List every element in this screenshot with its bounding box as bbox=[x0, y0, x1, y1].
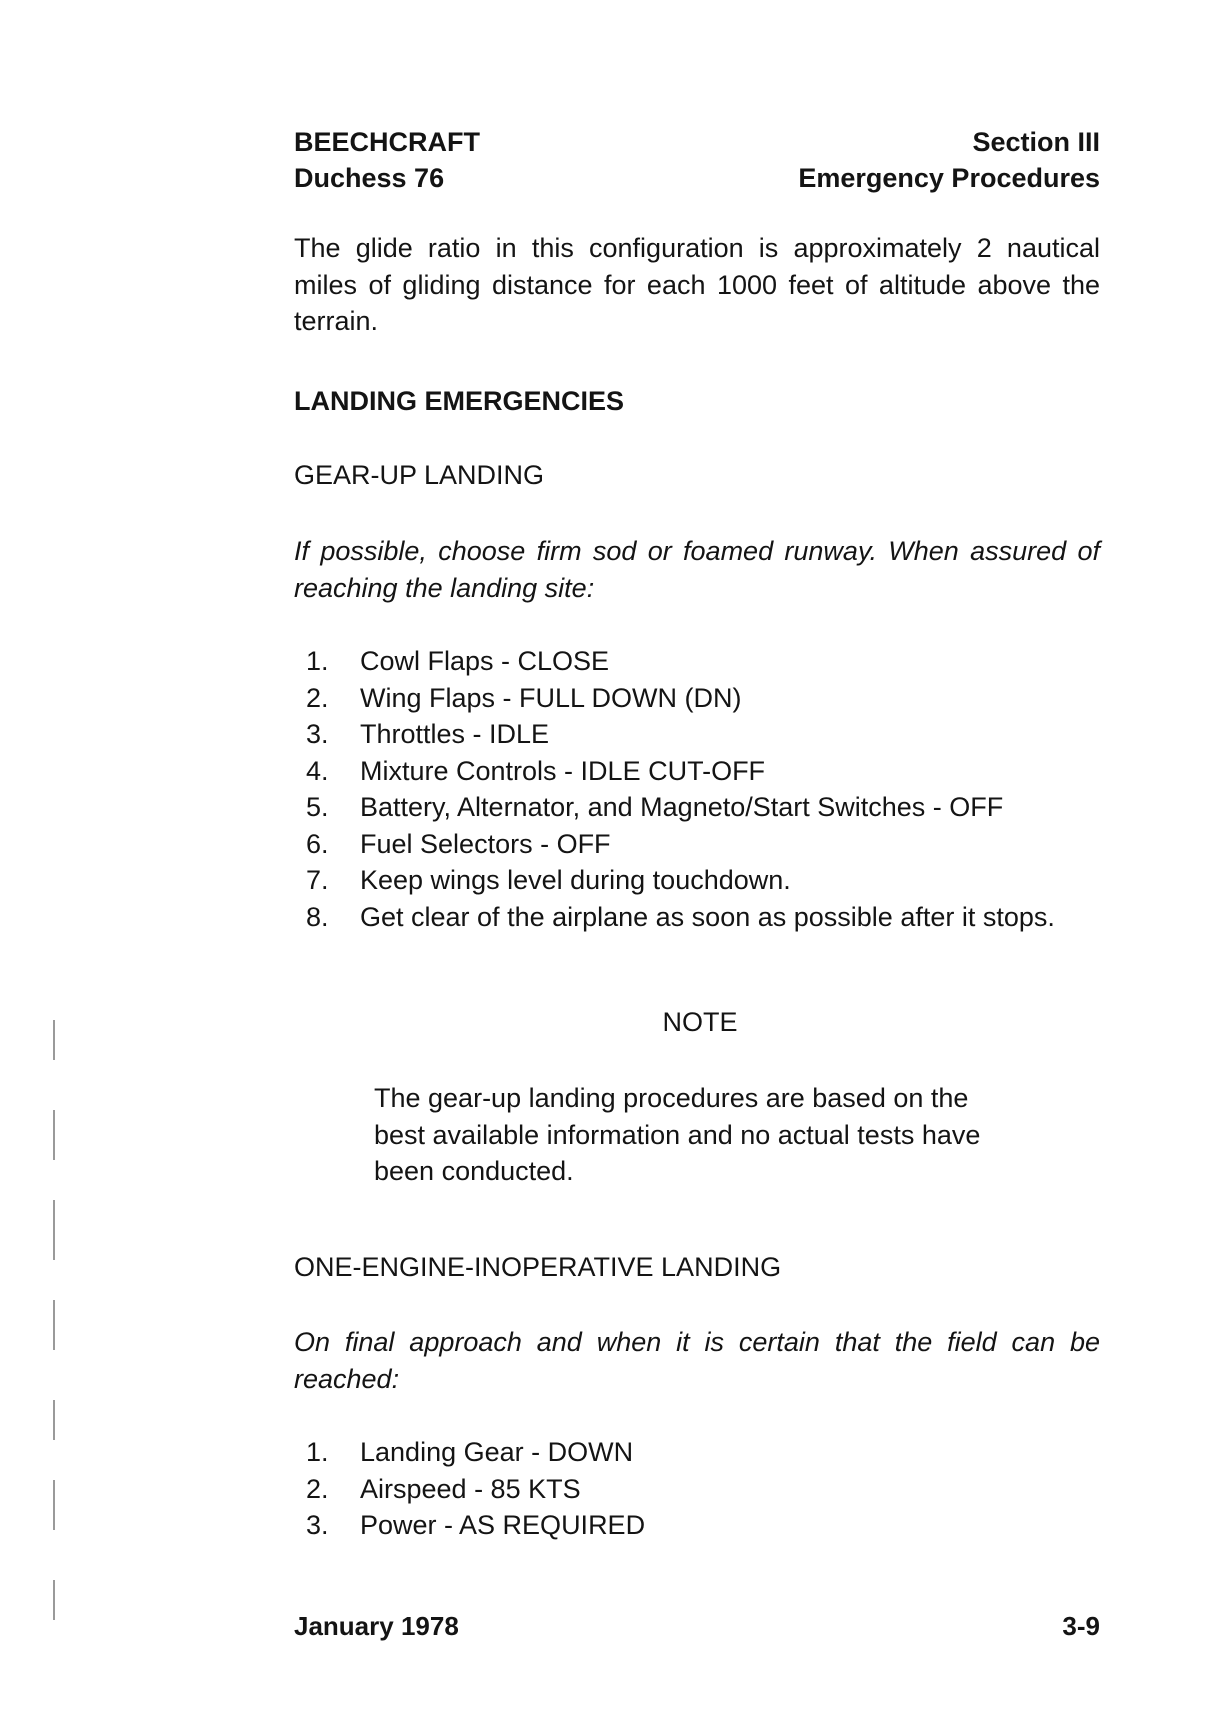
header-right bbox=[700, 124, 1100, 196]
binding-mark bbox=[53, 1110, 55, 1160]
binding-mark bbox=[53, 1200, 55, 1260]
list-item bbox=[294, 716, 1100, 753]
list-item bbox=[294, 753, 1100, 790]
gear-up-instruction: If possible, choose firm sod or foamed runway. When assured of reaching the landing site: bbox=[294, 536, 1100, 603]
binding-mark bbox=[53, 1020, 55, 1060]
footer-page-number: 3-9 bbox=[1062, 1611, 1100, 1641]
step-text: Wing Flaps - FULL DOWN (DN) bbox=[360, 682, 742, 713]
header-model: Duchess 76 bbox=[294, 163, 445, 193]
header-manufacturer: BEECHCRAFT bbox=[294, 127, 480, 157]
step-text: Mixture Controls - IDLE CUT-OFF bbox=[360, 755, 766, 786]
step-number: 7. bbox=[306, 865, 329, 895]
binding-marks bbox=[50, 1020, 58, 1660]
gear-up-steps bbox=[294, 643, 1100, 935]
intro-paragraph: The glide ratio in this configuration is approximately 2 nautical miles of gliding distance for each 1000 feet of altitude above the terrain. bbox=[294, 233, 1100, 336]
step-number: 4. bbox=[306, 755, 329, 786]
step-number: 1. bbox=[306, 646, 329, 676]
step-number: 2. bbox=[306, 1473, 329, 1504]
list-item bbox=[294, 1507, 1100, 1544]
binding-mark bbox=[53, 1480, 55, 1530]
step-text: Fuel Selectors - OFF bbox=[360, 828, 611, 859]
step-number: 8. bbox=[306, 901, 329, 932]
step-text: Airspeed - 85 KTS bbox=[360, 1473, 581, 1504]
note-label: NOTE bbox=[662, 1007, 738, 1037]
list-item bbox=[294, 1434, 1100, 1471]
binding-mark bbox=[53, 1300, 55, 1350]
step-text: Landing Gear - DOWN bbox=[360, 1437, 634, 1467]
list-item bbox=[294, 643, 1100, 680]
step-number: 2. bbox=[306, 682, 329, 713]
one-engine-heading: ONE-ENGINE-INOPERATIVE LANDING bbox=[294, 1252, 782, 1282]
step-text: Get clear of the airplane as soon as possible after it stops. bbox=[360, 901, 1055, 932]
section-heading: LANDING EMERGENCIES bbox=[294, 386, 625, 416]
one-engine-instruction: On final approach and when it is certain that the field can be reached: bbox=[294, 1327, 1100, 1394]
binding-mark bbox=[53, 1400, 55, 1440]
header-section-title: Emergency Procedures bbox=[798, 163, 1100, 193]
header-left bbox=[294, 124, 480, 196]
binding-mark bbox=[53, 1580, 55, 1620]
one-engine-steps bbox=[294, 1434, 1100, 1544]
list-item bbox=[294, 826, 1100, 863]
note-text: The gear-up landing procedures are based on the best available information and no actual tests have been conducted. bbox=[374, 1083, 981, 1186]
footer-date: January 1978 bbox=[294, 1611, 459, 1641]
list-item bbox=[294, 899, 1100, 936]
step-number: 1. bbox=[306, 1437, 329, 1467]
step-number: 6. bbox=[306, 828, 329, 859]
list-item bbox=[294, 862, 1100, 899]
gear-up-heading: GEAR-UP LANDING bbox=[294, 460, 545, 490]
step-number: 5. bbox=[306, 792, 329, 822]
step-text: Cowl Flaps - CLOSE bbox=[360, 646, 610, 676]
step-text: Throttles - IDLE bbox=[360, 719, 550, 749]
step-text: Power - AS REQUIRED bbox=[360, 1510, 646, 1540]
list-item bbox=[294, 680, 1100, 717]
step-number: 3. bbox=[306, 719, 329, 749]
list-item bbox=[294, 789, 1100, 826]
header-section: Section III bbox=[972, 127, 1100, 157]
step-text: Keep wings level during touchdown. bbox=[360, 865, 791, 895]
step-number: 3. bbox=[306, 1510, 329, 1540]
step-text: Battery, Alternator, and Magneto/Start Switches - OFF bbox=[360, 792, 1004, 822]
list-item bbox=[294, 1471, 1100, 1508]
